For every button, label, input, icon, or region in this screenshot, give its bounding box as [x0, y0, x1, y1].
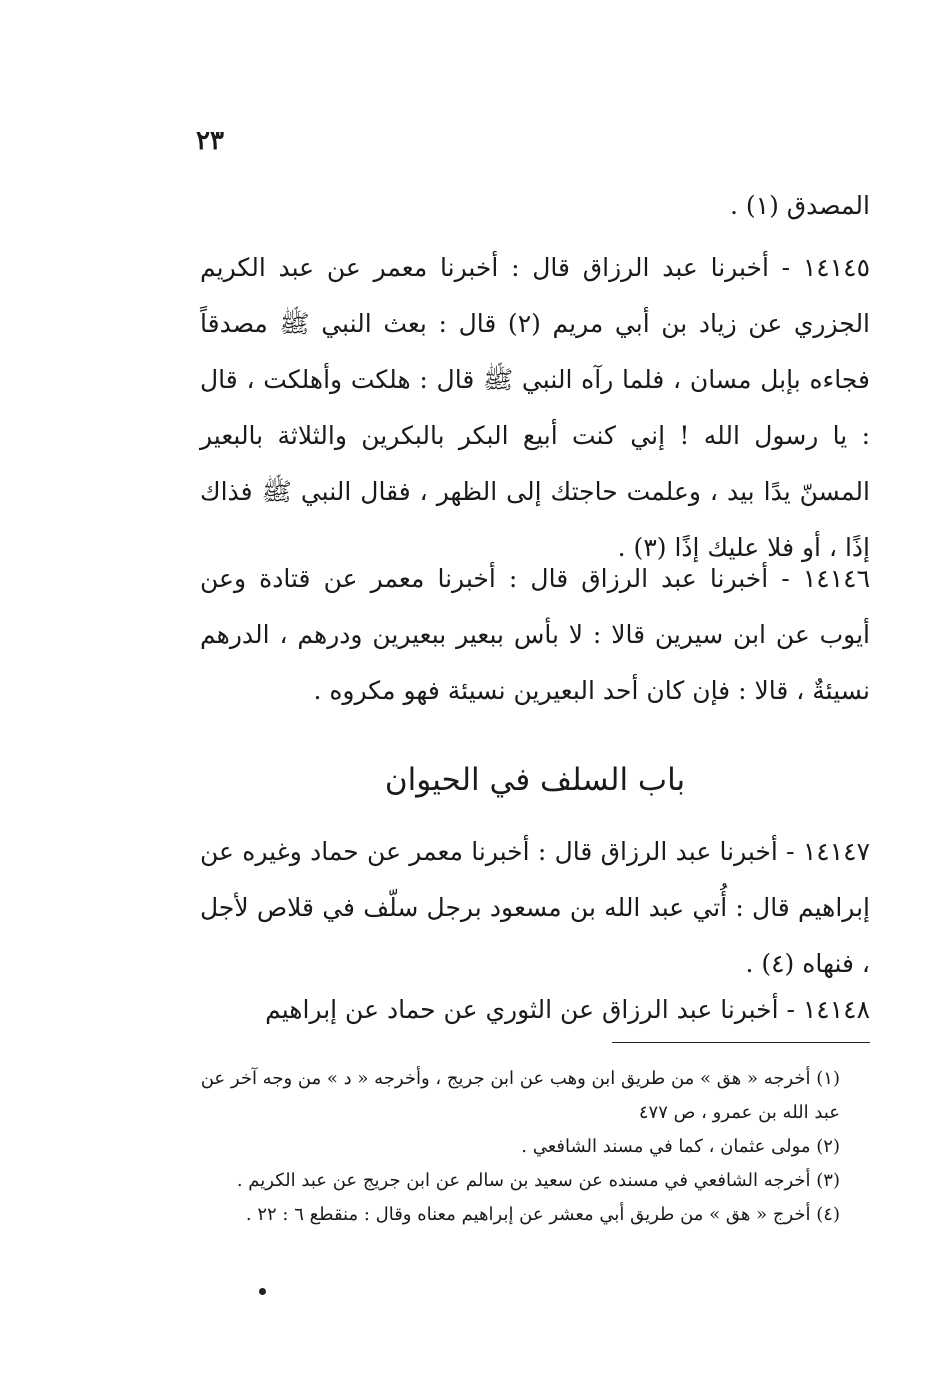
paragraph-text: المصدق (١) .	[729, 191, 870, 220]
page-mark-dot	[259, 1288, 266, 1295]
hadith-14146	[200, 551, 870, 719]
paragraph-text: ١٤١٤٨ - أخبرنا عبد الرزاق عن الثوري عن حماد عن إبراهيم	[265, 995, 870, 1024]
footnote-2: (٢) مولى عثمان ، كما في مسند الشافعي .	[521, 1136, 840, 1157]
footnote-4: (٤) أخرج « هق » من طريق أبي معشر عن إبراهيم معناه وقال : منقطع ٦ : ٢٢ .	[245, 1204, 840, 1225]
footnotes	[200, 1062, 870, 1232]
page-number: ٢٣	[196, 126, 224, 156]
hadith-14147	[200, 824, 870, 992]
hadith-14148	[200, 982, 870, 1038]
paragraph-text: ١٤١٤٥ - أخبرنا عبد الرزاق قال : أخبرنا معمر عن عبد الكريم الجزري عن زياد بن أبي مريم (٢) قال : بعث النبي ﷺ مصدقاً فجاءه بإبل مسان ، فلما رآه النبي ﷺ قال : هلكت وأهلكت ، قال : يا رسول الله ! إني كنت أبيع البكر بالبكرين والثلاثة بالبعير المسنّ يدًا بيد ، وعلمت حاجتك إلى الظهر ، فقال النبي ﷺ فذاك إذًا ، أو فلا عليك إذًا (٣) .	[200, 253, 871, 562]
footnote-3: (٣) أخرجه الشافعي في مسنده عن سعيد بن سالم عن ابن جريج عن عبد الكريم .	[236, 1170, 840, 1191]
hadith-14145	[200, 240, 870, 576]
footnote-divider	[612, 1042, 870, 1043]
section-heading: باب السلف في الحيوان	[384, 762, 686, 798]
paragraph-text: ١٤١٤٦ - أخبرنا عبد الرزاق قال : أخبرنا معمر عن قتادة وعن أيوب عن ابن سيرين قالا : لا بأس ببعير ببعيرين ودرهم ، الدرهم نسيئةٌ ، قالا : فإن كان أحد البعيرين نسيئة فهو مكروه .	[200, 564, 870, 705]
paragraph-text: ١٤١٤٧ - أخبرنا عبد الرزاق قال : أخبرنا معمر عن حماد وغيره عن إبراهيم قال : أُتي عبد الله بن مسعود برجل سلّف في قلاص لأجل ، فنهاه (٤) .	[200, 837, 870, 978]
paragraph-continuation	[200, 178, 870, 234]
footnote-1: (١) أخرجه « هق » من طريق ابن وهب عن ابن جريج ، وأخرجه « د » من وجه آخر عن عبد الله بن عمرو ، ص ٤٧٧	[200, 1068, 840, 1123]
